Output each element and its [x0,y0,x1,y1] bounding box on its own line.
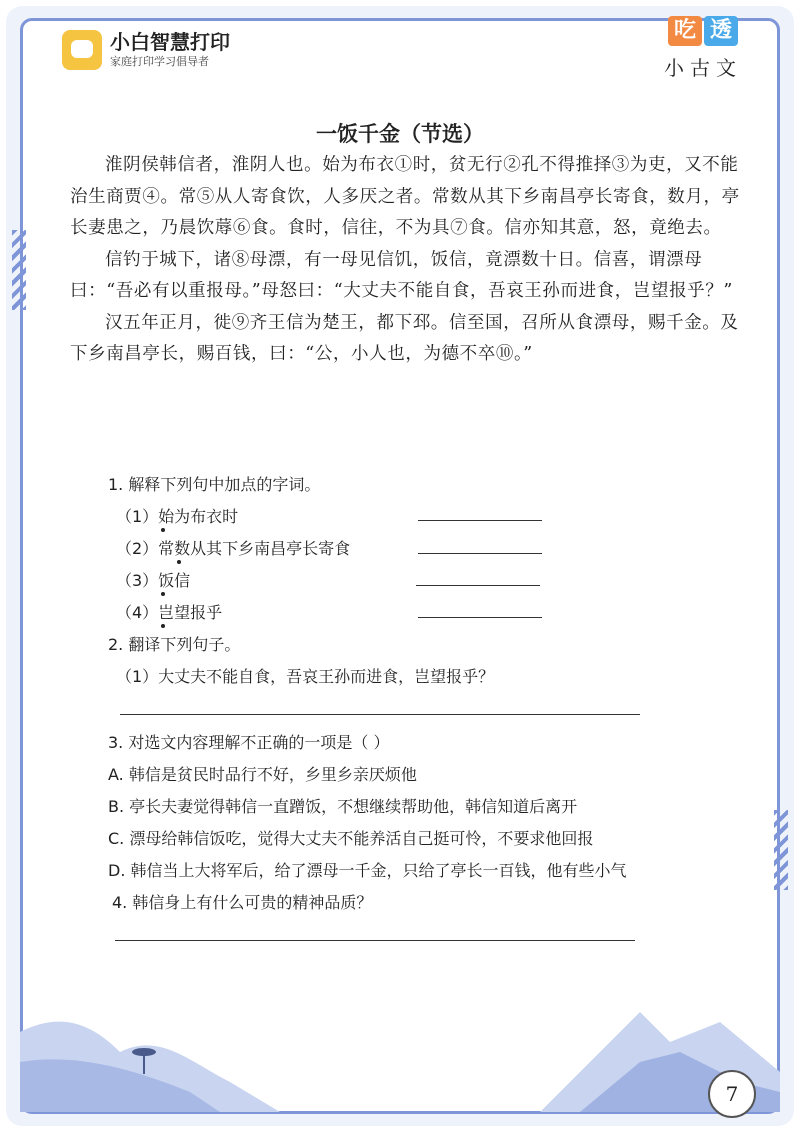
answer-blank-1-4[interactable] [418,617,542,618]
q1-item-4: （4）岂望报乎 [116,603,223,622]
page-title: 一饭千金（节选） [316,121,484,146]
series-char-1: 吃 [668,16,702,46]
q2-prompt: 2. 翻译下列句子。 [108,635,241,654]
q3-option-d: D. 韩信当上大将军后，给了漂母一千金，只给了亭长一百钱，他有些小气 [108,861,627,880]
answer-line-2[interactable] [120,714,640,715]
series-char-2: 透 [704,16,738,46]
brand-logo [62,30,230,70]
passage-paragraph-1: 淮阴侯韩信者，淮阴人也。始为布衣①时，贫无行②孔不得推择③为吏，又不能治生商贾④。常⑤从人寄食饮，人多厌之者。常数从其下乡南昌亭长寄食，数月，亭长妻患之，乃晨饮蓐⑥食。食时，信往，不为具⑦食。信亦知其意，怒，竟绝去。 [70,155,740,238]
brand-name: 小白智慧打印 [110,30,230,54]
answer-blank-1-3[interactable] [416,585,540,586]
answer-blank-1-1[interactable] [418,520,542,521]
q4-prompt: 4. 韩信身上有什么可贵的精神品质？ [112,893,373,912]
answer-line-4[interactable] [115,940,635,941]
q1-item-1: （1）始为布衣时 [116,507,239,526]
q1-item-2: （2）常数从其下乡南昌亭长寄食 [116,539,351,558]
emphasis-dot [177,560,181,564]
q3-option-b: B. 亭长夫妻觉得韩信一直蹭饭，不想继续帮助他，韩信知道后离开 [108,797,578,816]
series-badge [664,16,742,81]
left-stripes-decoration [12,230,26,310]
answer-blank-1-2[interactable] [418,553,542,554]
passage-paragraph-2: 信钓于城下，诸⑧母漂，有一母见信饥，饭信，竟漂数十日。信喜，谓漂母曰：“吾必有以重报母。”母怒曰：“大丈夫不能自食，吾哀王孙而进食，岂望报乎？” [70,249,733,301]
q1-item-3: （3）饭信 [116,571,191,590]
printer-mascot-icon [62,30,102,70]
emphasis-dot [161,624,165,628]
passage-paragraph-3: 汉五年正月，徙⑨齐王信为楚王，都下邳。信至国，召所从食漂母，赐千金。及下乡南昌亭长，赐百钱，曰：“公，小人也，为德不卒⑩。” [70,312,739,364]
right-stripes-decoration [774,810,788,890]
emphasis-dot [161,592,165,596]
q3-option-c: C. 漂母给韩信饭吃，觉得大丈夫不能养活自己挺可怜，不要求他回报 [108,829,594,848]
q3-prompt: 3. 对选文内容理解不正确的一项是（ ） [108,733,390,752]
q2-item-1: （1）大丈夫不能自食，吾哀王孙而进食，岂望报乎？ [116,667,495,686]
brand-tagline: 家庭打印学习倡导者 [110,55,209,68]
emphasis-dot [161,528,165,532]
classical-passage [70,150,740,371]
mountain-landscape-decoration [20,992,780,1112]
page-number: 7 [708,1070,756,1118]
q1-prompt: 1. 解释下列句中加点的字词。 [108,475,321,494]
q3-option-a: A. 韩信是贫民时品行不好，乡里乡亲厌烦他 [108,765,417,784]
series-subtitle: 小古文 [664,56,742,80]
